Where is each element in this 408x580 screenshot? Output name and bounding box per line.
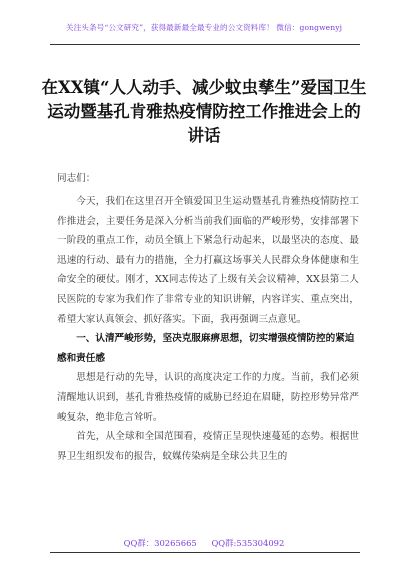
footer-qq-group-2: QQ群:535304092: [211, 538, 285, 548]
section-heading: 一、认清严峻形势，坚决克服麻痹思想，切实增强疫情防控的紧迫感和责任感: [57, 333, 355, 364]
document-body: [57, 192, 359, 466]
body-paragraph: 思想是行动的先导，认识的高度决定工作的力度。当前，我们必须清醒地认识到，基孔肯雅热疫情的威胁已经迫在眉睫，防控形势异常严峻复杂，绝非危言耸听。: [57, 372, 359, 423]
header-divider: [50, 44, 360, 45]
body-paragraph: 今天，我们在这里召开全镇爱国卫生运动暨基孔肯雅热疫情防控工作推进会，主要任务是深入分析当前我们面临的严峻形势，安排部署下一阶段的重点工作，动员全镇上下紧急行动起来，以最坚决的态度、最迅速的行动、最有力的措施，全力打赢这场事关人民群众身体健康和生命安全的硬仗。刚才，XX同志传达了上级有关会议精神，XX县第二人民医院的专家为我们作了非常专业的知识讲解，内容详实、重点突出，希望大家认真领会、抓好落实。下面，我再强调三点意见。: [57, 196, 359, 325]
header-promo-text: 关注头条号“公文研究”，获得最新最全最专业的公文资料库！ 微信：gongwenyj: [65, 23, 343, 32]
body-paragraph: 首先，从全球和全国范围看，疫情正呈现快速蔓延的态势。根据世界卫生组织发布的报告，蚊媒传染病是全球公共卫生的: [57, 431, 359, 462]
footer-qq-group-1: QQ群：30265665: [123, 538, 197, 548]
salutation: 同志们：: [57, 173, 96, 184]
document-title: 在XX镇“人人动手、减少蚊虫孳生”爱国卫生运动暨基孔肯雅热疫情防控工作推进会上的讲话: [41, 78, 367, 145]
footer-divider: [50, 552, 360, 553]
footer-contact: [0, 537, 408, 549]
